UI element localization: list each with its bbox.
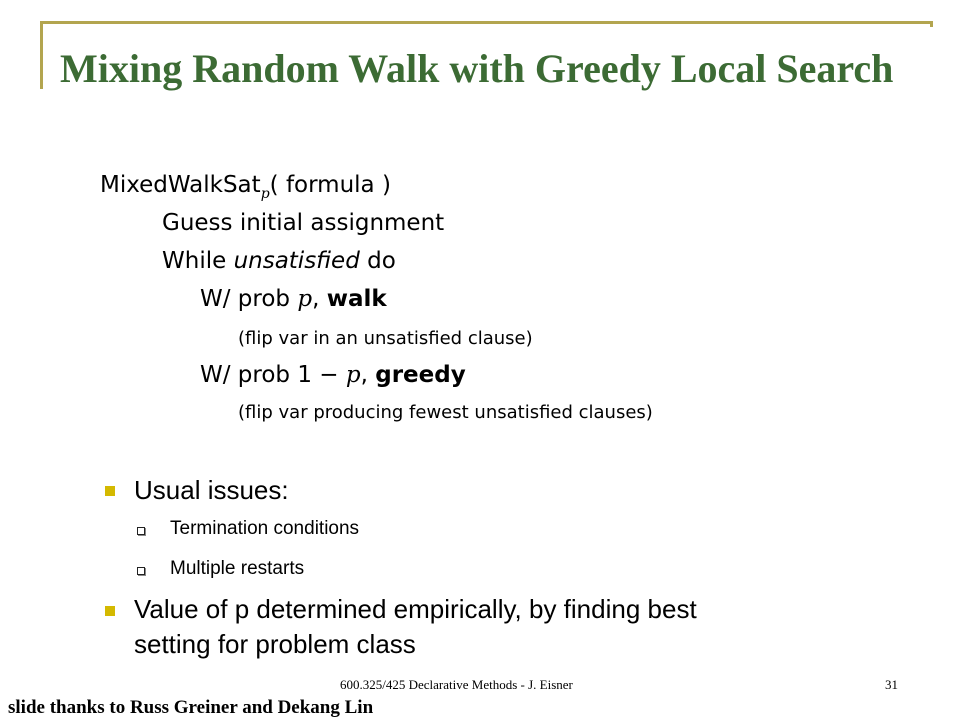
hollow-square-bullet-icon (137, 567, 145, 575)
function-name: MixedWalkSat (100, 172, 261, 198)
bullet-value-line2: setting for problem class (134, 629, 416, 659)
pseudocode-walk-note: (flip var in an unsatisfied clause) (238, 328, 533, 349)
frame-corner-tick (930, 21, 933, 27)
frame-left-rule (40, 21, 43, 89)
greedy-word: greedy (375, 362, 466, 388)
footer-course: 600.325/425 Declarative Methods - J. Eisner (340, 677, 573, 692)
bullet-value-line1: Value of p determined empirically, by finding best (134, 594, 697, 624)
greedy-p: p (345, 362, 361, 388)
slide-title: Mixing Random Walk with Greedy Local Search (60, 46, 894, 91)
bullet-square-icon (105, 606, 115, 616)
pseudocode-greedy-line (200, 362, 466, 388)
function-args: ( formula ) (269, 172, 391, 198)
pseudocode-guess-line: Guess initial assignment (162, 210, 445, 236)
while-do: do (367, 248, 396, 274)
pseudocode-walk-line (200, 286, 387, 312)
greedy-prefix: W/ prob 1 − (200, 362, 339, 388)
frame-top-rule (40, 21, 933, 24)
function-subscript: p (260, 186, 270, 202)
while-condition: unsatisfied (233, 248, 360, 274)
bullet-square-icon (105, 486, 115, 496)
slide-credit: slide thanks to Russ Greiner and Dekang Lin (8, 697, 374, 718)
bullet-usual-issues: Usual issues: (134, 475, 289, 505)
page-number: 31 (885, 677, 898, 692)
walk-comma: , (312, 286, 320, 312)
subbullet-termination: Termination conditions (170, 518, 360, 539)
greedy-comma: , (360, 362, 368, 388)
subbullet-restarts: Multiple restarts (170, 558, 305, 579)
walk-p: p (297, 286, 313, 312)
while-keyword: While (162, 248, 227, 274)
pseudocode-greedy-note: (flip var producing fewest unsatisfied clauses) (238, 402, 653, 423)
pseudocode-while-line (162, 248, 396, 274)
hollow-square-bullet-icon (137, 527, 145, 535)
walk-prefix: W/ prob (200, 286, 291, 312)
walk-word: walk (326, 286, 387, 312)
pseudocode-header (100, 172, 391, 202)
